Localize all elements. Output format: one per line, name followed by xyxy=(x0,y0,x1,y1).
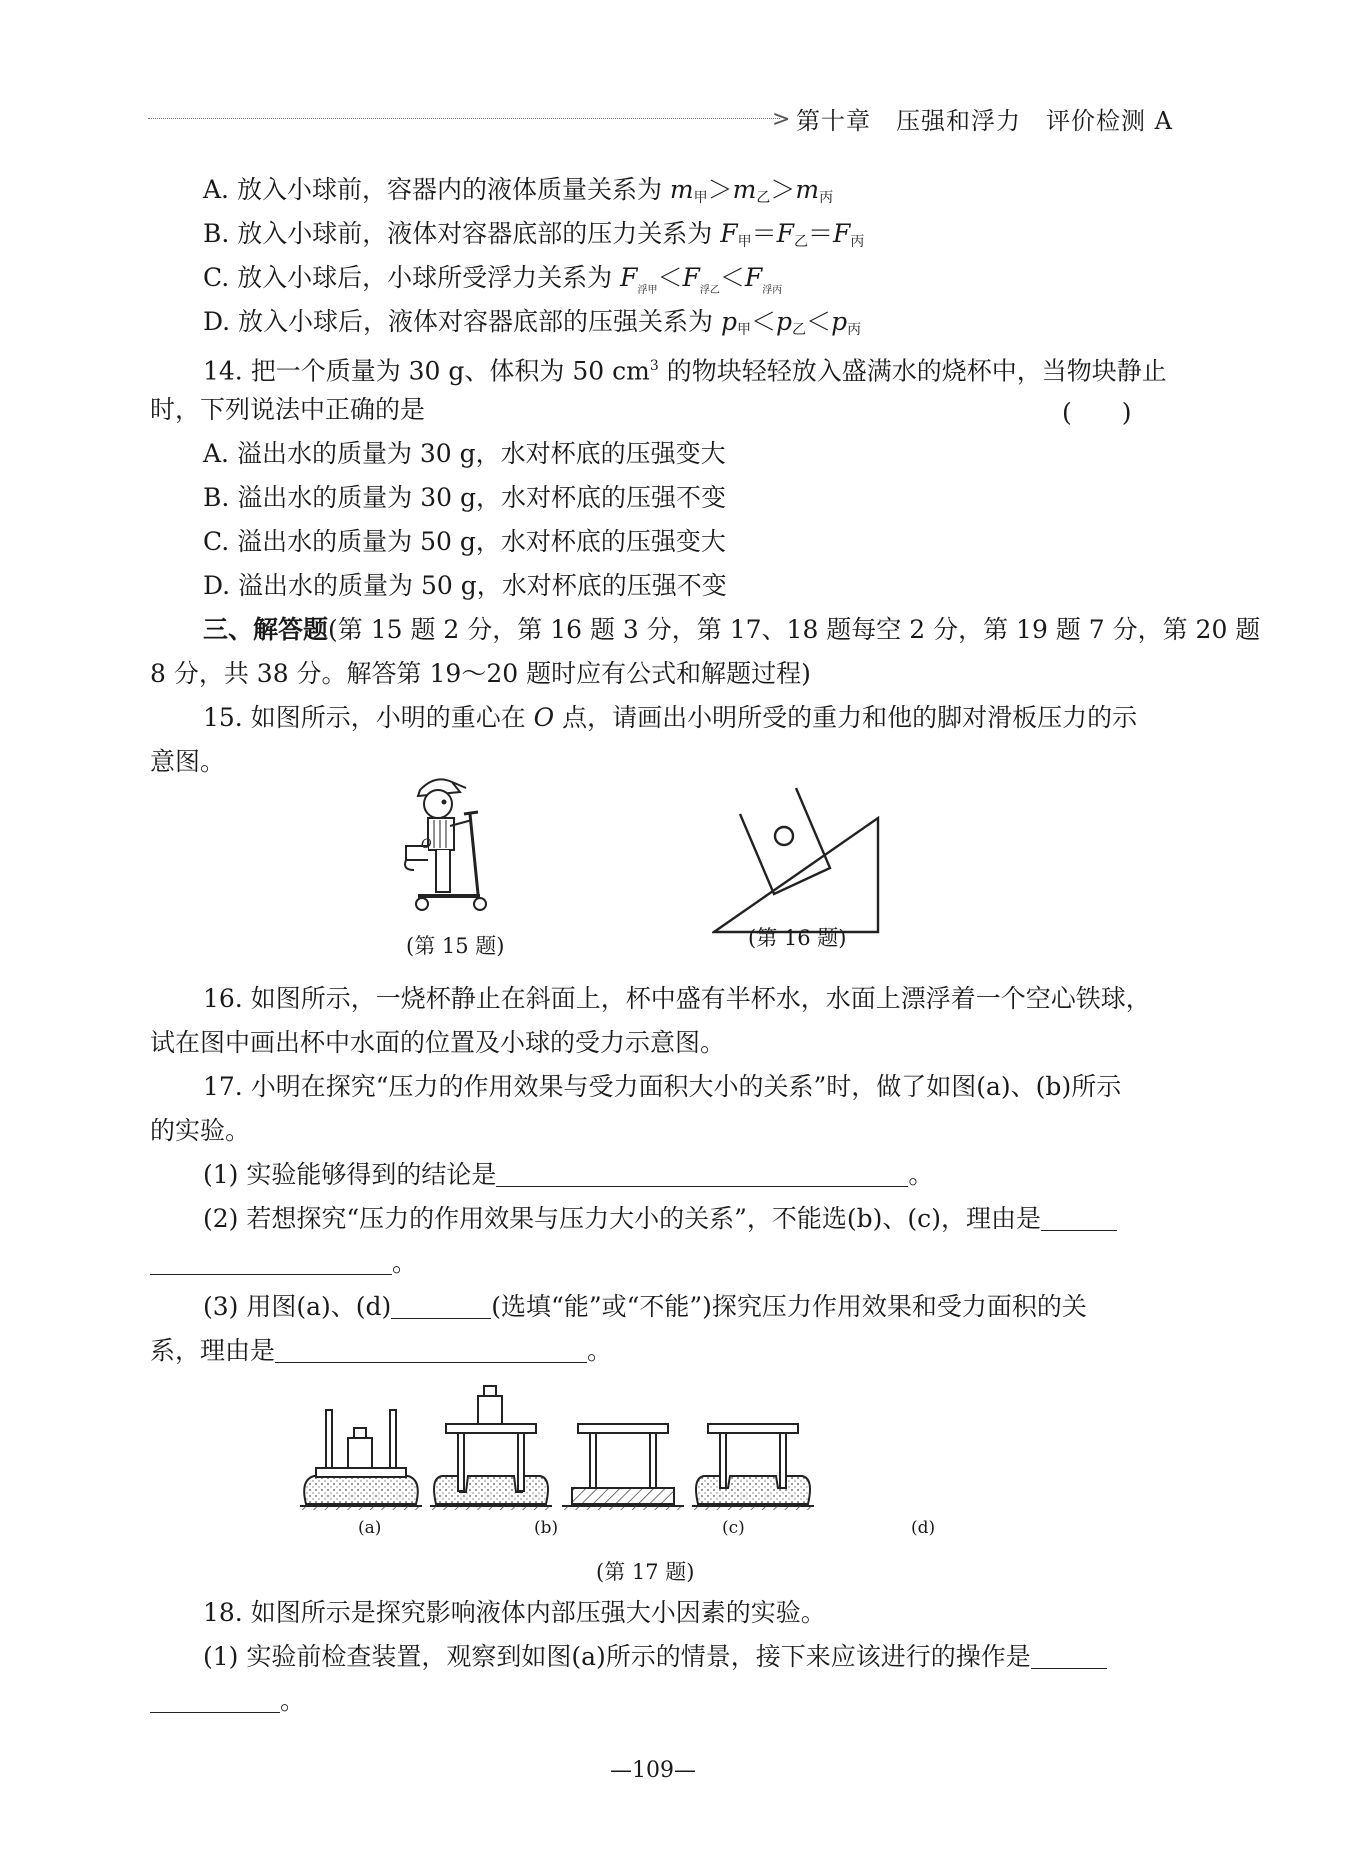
q13-option-d: D. 放入小球后，液体对容器底部的压强关系为 $p_甲<p_乙<p_丙$ xyxy=(203,307,862,338)
q17-label-a: (a) xyxy=(358,1518,382,1538)
q17-setup-c xyxy=(562,1424,684,1510)
q15-stem-line1: 15. 如图所示，小明的重心在 O 点，请画出小明所受的重力和他的脚对滑板压力的示 xyxy=(203,703,1138,732)
q17-setup-a xyxy=(300,1410,422,1510)
section3-line1: 三、解答题(第 15 题 2 分，第 16 题 3 分，第 17、18 题每空 2 分，第 19 题 7 分，第 20 题 xyxy=(203,615,1261,644)
q18-part1-blank[interactable] xyxy=(1031,1646,1107,1669)
q15-figure-scooter xyxy=(400,770,510,920)
section3-title: 三、解答题 xyxy=(203,615,329,644)
q14-option-d: D. 溢出水的质量为 50 g，水对杯底的压强不变 xyxy=(203,571,727,600)
q18-stem-line1: 18. 如图所示是探究影响液体内部压强大小因素的实验。 xyxy=(203,1598,826,1627)
header-rule xyxy=(148,118,780,119)
q15-stem-line2: 意图。 xyxy=(150,747,226,776)
q14-option-a: A. 溢出水的质量为 30 g，水对杯底的压强变大 xyxy=(203,439,726,468)
q17-setup-b xyxy=(430,1386,552,1510)
q14-option-c: C. 溢出水的质量为 50 g，水对杯底的压强变大 xyxy=(203,527,726,556)
q15-caption: (第 15 题) xyxy=(406,934,505,958)
q13-option-a: A. 放入小球前，容器内的液体质量关系为 $m_甲>m_乙>m_丙$ xyxy=(203,175,834,206)
q14-option-b: B. 溢出水的质量为 30 g，水对杯底的压强不变 xyxy=(203,483,726,512)
header-title: 第十章 压强和浮力 评价检测 A xyxy=(796,107,1173,135)
q13-option-b: B. 放入小球前，液体对容器底部的压力关系为 $F_甲=F_乙=F_丙$ xyxy=(203,219,865,250)
q15-point-label: O xyxy=(421,837,432,852)
q17-caption: (第 17 题) xyxy=(596,1560,695,1584)
q16-stem-line2: 试在图中画出杯中水面的位置及小球的受力示意图。 xyxy=(150,1028,726,1057)
q17-setup-d xyxy=(692,1424,814,1510)
q17-part1: (1) 实验能够得到的结论是 。 xyxy=(203,1160,934,1189)
q17-label-b: (b) xyxy=(534,1518,559,1538)
q17-part3-blank1[interactable] xyxy=(391,1296,491,1319)
q18-part1: (1) 实验前检查装置，观察到如图(a)所示的情景，接下来应该进行的操作是 xyxy=(203,1640,1107,1674)
q17-part2-blank[interactable] xyxy=(1041,1208,1117,1231)
q14-stem-line2: 时，下列说法中正确的是 xyxy=(150,395,426,424)
q16-caption: (第 16 题) xyxy=(748,926,847,950)
q17-part2: (2) 若想探究“压力的作用效果与压力大小的关系”，不能选(b)、(c)，理由是 xyxy=(203,1202,1117,1236)
q14-stem-line1: 14. 把一个质量为 30 g、体积为 50 $cm^3$ 的物块轻轻放入盛满水的烧杯中，当物块静止 xyxy=(203,356,1167,386)
q17-stem-line1: 17. 小明在探究“压力的作用效果与受力面积大小的关系”时，做了如图(a)、(b)所示 xyxy=(203,1072,1122,1101)
q17-stem-line2: 的实验。 xyxy=(150,1116,251,1145)
q13-option-c: C. 放入小球后，小球所受浮力关系为 $F_{浮甲}<F_{浮乙}<F_{浮丙}$ xyxy=(203,263,783,296)
q17-figure-experiments xyxy=(296,1380,816,1510)
q17-label-d: (d) xyxy=(911,1518,936,1538)
q17-label-c: (c) xyxy=(722,1518,745,1538)
q17-part2-cont: 。 xyxy=(150,1246,417,1280)
q16-figure-incline xyxy=(712,784,888,936)
q17-part3-cont: 系，理由是 。 xyxy=(150,1336,613,1365)
q17-part1-blank[interactable] xyxy=(496,1164,908,1187)
q16-stem-line1: 16. 如图所示，一烧杯静止在斜面上，杯中盛有半杯水，水面上漂浮着一个空心铁球， xyxy=(203,984,1151,1013)
q18-part1-blank-cont[interactable] xyxy=(150,1690,280,1713)
section3-line2: 8 分，共 38 分。解答第 19～20 题时应有公式和解题过程) xyxy=(150,659,811,688)
q17-part3: (3) 用图(a)、(d) (选填“能”或“不能”)探究压力作用效果和受力面积的关 xyxy=(203,1292,1087,1321)
q14-answer-paren: ( ) xyxy=(1062,398,1132,427)
q17-part2-blank-cont[interactable] xyxy=(150,1252,392,1275)
q18-part1-cont: 。 xyxy=(150,1684,305,1718)
q17-part3-blank2[interactable] xyxy=(275,1340,587,1363)
header-arrow-icon: > xyxy=(772,107,791,132)
page-number: —109— xyxy=(610,1758,696,1783)
